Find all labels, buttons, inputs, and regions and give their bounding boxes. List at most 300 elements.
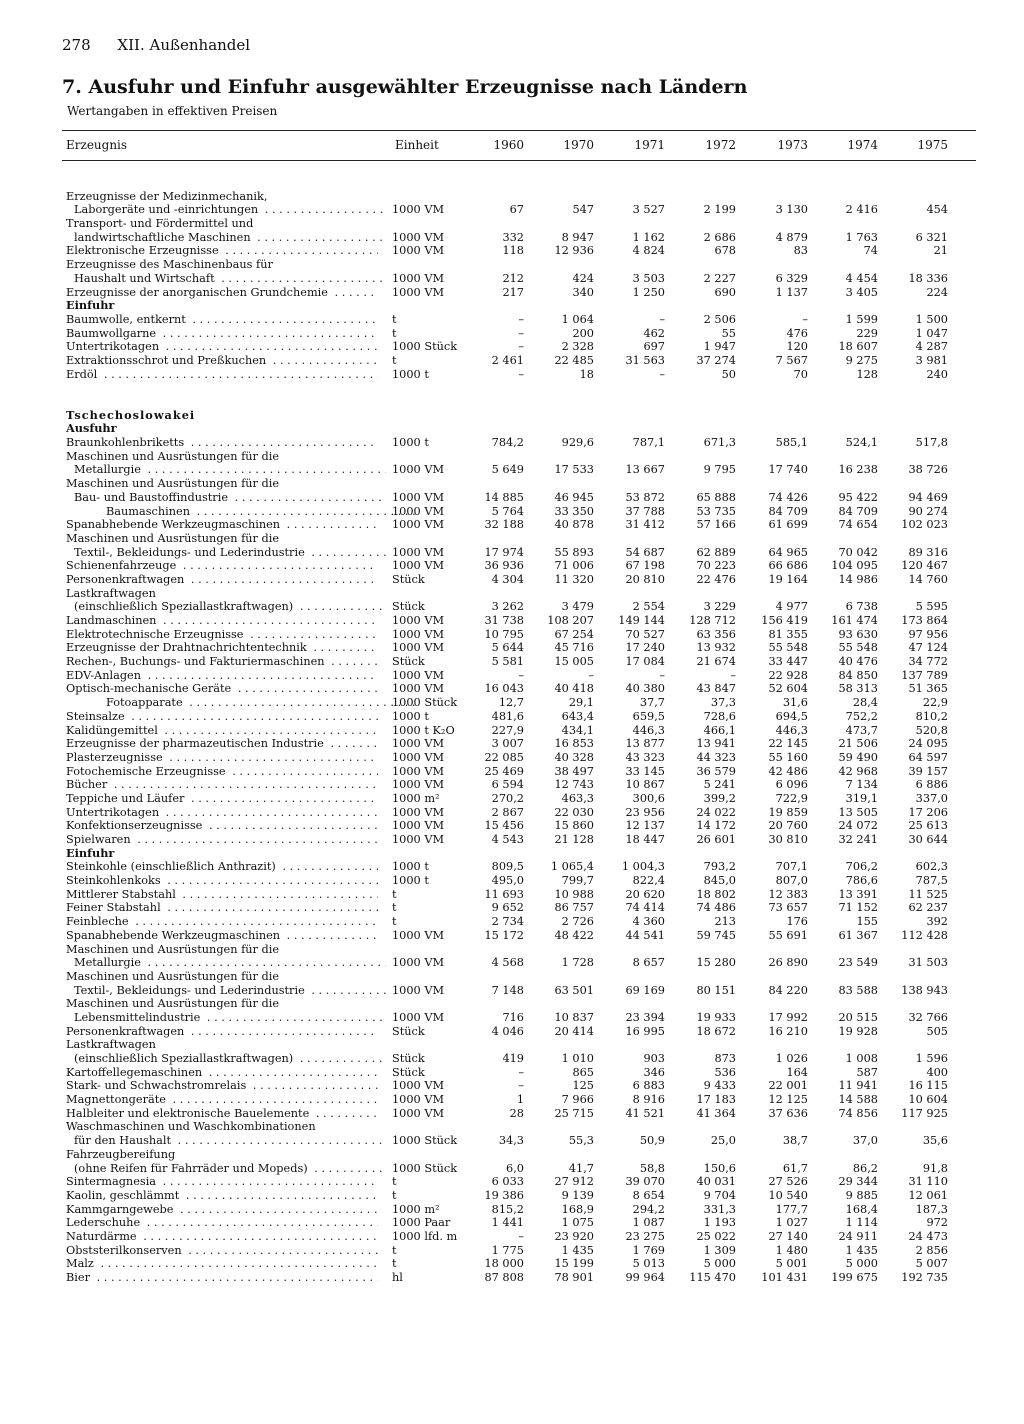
row-label [66,1216,378,1230]
value-cell: 31,6 [782,696,808,710]
top-rule [62,130,976,131]
page-header [62,36,250,54]
value-cell: 23 394 [625,1010,665,1024]
value-cell: 50,9 [639,1134,665,1148]
row-label [66,587,378,601]
value-cell: – [518,312,524,326]
value-cell: 55 691 [768,928,808,942]
value-cell: 34 772 [908,655,948,669]
value-cell: 17 240 [625,641,665,655]
value-cell: 2 416 [845,203,878,217]
column-header-year: 1972 [705,138,736,152]
value-cell: 150,6 [703,1161,736,1175]
unit-cell: 1000 Stück [392,1134,458,1148]
value-cell: 752,2 [845,709,878,723]
table-row [0,806,1024,820]
table-row [0,1011,1024,1025]
unit-cell: Stück [392,600,425,614]
value-cell: 520,8 [915,723,948,737]
table-row [0,1025,1024,1039]
table-row [0,1203,1024,1217]
value-cell: 21 674 [696,655,736,669]
table-row [0,491,1024,505]
value-cell: 2 199 [703,203,736,217]
value-cell: 722,9 [775,791,808,805]
value-cell: 1 010 [561,1052,594,1065]
row-label-text: Einfuhr [66,299,117,312]
value-cell: 1 435 [845,1243,878,1257]
value-cell: 8 654 [632,1188,665,1202]
row-label-text: Untertrikotagen [66,340,162,353]
row-label-text: Fotochemische Erzeugnisse [66,765,229,778]
value-cell: 90 274 [908,504,948,518]
value-cell: 2 856 [915,1243,948,1257]
value-cell: 37 636 [768,1106,808,1120]
value-cell: – [518,1065,524,1079]
value-cell: 481,6 [491,709,524,723]
value-cell: 63 501 [554,983,594,997]
unit-cell: 1000 t [392,860,429,874]
value-cell: 27 140 [768,1229,808,1243]
row-label [66,299,378,313]
value-cell: 30 810 [768,833,808,846]
value-cell: 24 072 [838,819,878,833]
value-cell: 28 [509,1106,524,1120]
value-cell: 7 567 [775,353,808,367]
value-cell: 38 497 [554,764,594,778]
table-row [0,286,1024,300]
data-table [0,176,1024,1285]
row-label [66,1162,386,1176]
value-cell: 6,0 [506,1161,524,1175]
value-cell: 346 [643,1065,665,1079]
row-label-text: Haushalt und Wirtschaft [74,272,218,285]
value-cell: 11 693 [484,887,524,901]
row-label-text: Untertrikotagen [66,806,162,819]
value-cell: 22 030 [554,805,594,819]
value-cell: 2 461 [491,353,524,367]
column-header-year: 1970 [563,138,594,152]
value-cell: 164 [786,1065,808,1079]
value-cell: 36 936 [484,559,524,573]
value-cell: 1 114 [845,1216,878,1230]
value-cell: 20 620 [625,887,665,901]
value-cell: 47 124 [908,641,948,655]
value-cell: 24 022 [696,805,736,819]
row-label-text: Maschinen und Ausrüstungen für die [66,943,282,956]
unit-cell: Stück [392,572,425,586]
value-cell: 20 810 [625,572,665,586]
row-label [66,710,378,724]
row-label [66,327,378,341]
value-cell: 14 986 [838,572,878,586]
row-label-text: Spanabhebende Werkzeugmaschinen [66,929,283,942]
value-cell: 35,6 [922,1134,948,1148]
value-cell: 40 328 [554,750,594,764]
row-label [66,1066,378,1080]
value-cell: 3 479 [561,600,594,614]
row-label-text: Maschinen und Ausrüstungen für die [66,450,282,463]
unit-cell: 1000 t [392,367,429,381]
value-cell: 176 [786,915,808,929]
value-cell: 707,1 [775,860,808,874]
value-cell: 5 001 [775,1257,808,1271]
value-cell: 8 916 [632,1093,665,1107]
row-label [66,641,378,655]
table-row [0,724,1024,738]
value-cell: 61 367 [838,928,878,942]
row-label-text: Spanabhebende Werkzeugmaschinen [66,518,283,531]
value-cell: 53 872 [625,490,665,504]
row-label [66,1257,378,1271]
row-label [66,518,378,532]
value-cell: – [518,340,524,354]
value-cell: 15 005 [554,655,594,669]
value-cell: 1 [516,1093,524,1107]
value-cell: 865 [572,1065,594,1079]
value-cell: 1 087 [632,1216,665,1230]
row-label [66,368,378,382]
value-cell: 70 042 [838,545,878,559]
row-label [66,956,386,970]
row-label [66,737,378,751]
row-label-text: Sintermagnesia [66,1175,159,1188]
row-label [66,244,378,258]
row-label [66,409,378,423]
value-cell: 89 316 [908,545,948,559]
value-cell: 120 [786,340,808,354]
unit-cell: t [392,326,397,340]
value-cell: 25 715 [554,1106,594,1120]
column-header-row [0,138,1024,158]
value-cell: 31 110 [908,1175,948,1189]
value-cell: 18 447 [625,833,665,846]
unit-cell: 1000 t [392,874,429,888]
value-cell: 27 912 [554,1175,594,1189]
column-header-year: 1960 [493,138,524,152]
table-row [0,231,1024,245]
row-label-text: Landmaschinen [66,614,159,627]
unit-cell: Stück [392,655,425,669]
value-cell: 18 336 [908,271,948,285]
row-label [66,1244,378,1258]
unit-cell: 1000 VM [392,682,445,696]
value-cell: 15 860 [554,819,594,833]
table-row [0,929,1024,943]
value-cell: 55 893 [554,545,594,559]
value-cell: 22 485 [554,353,594,367]
value-cell: 9 704 [703,1188,736,1202]
value-cell: 86 757 [554,901,594,915]
row-label-text: Spielwaren [66,833,134,846]
value-cell: 55 548 [838,641,878,655]
value-cell: 19 164 [768,572,808,586]
value-cell: 2 506 [703,312,736,326]
value-cell: 547 [572,203,594,217]
section-heading [0,847,1024,861]
table-row [0,600,1024,614]
value-cell: 40 031 [696,1175,736,1189]
unit-cell: 1000 VM [392,956,445,970]
spacer-row [0,395,1024,409]
value-cell: 18 [579,367,594,381]
value-cell: 462 [643,326,665,340]
unit-cell: 1000 Stück [392,696,458,710]
row-label-text: Erzeugnisse des Maschinenbaus für [66,258,276,271]
table-row [0,559,1024,573]
row-label [66,217,378,231]
unit-cell: Stück [392,1065,425,1079]
unit-cell: 1000 VM [392,668,445,682]
row-label-text: Stark- und Schwachstromrelais [66,1079,249,1092]
value-cell: 66 686 [768,559,808,573]
table-row [0,505,1024,519]
value-cell: – [659,367,665,381]
value-cell: 227,9 [491,723,524,737]
value-cell: 14 588 [838,1093,878,1107]
section-heading [0,299,1024,313]
table-row [0,327,1024,341]
row-label [66,682,378,696]
value-cell: 173 864 [901,614,948,627]
value-cell: 1 435 [561,1243,594,1257]
value-cell: 25,0 [710,1134,736,1148]
value-cell: 8 657 [632,956,665,970]
row-label-text: Erzeugnisse der anorganischen Grundchemie [66,286,331,299]
value-cell: 44 323 [696,750,736,764]
unit-cell: 1000 Stück [392,1161,458,1175]
value-cell: 99 964 [625,1271,665,1284]
row-label [66,696,418,710]
table-row [0,532,1024,546]
unit-cell: 1000 VM [392,285,445,299]
spacer-row [0,381,1024,395]
table-row [0,313,1024,327]
column-header-product: Erzeugnis [66,138,128,152]
value-cell: 15 172 [484,928,524,942]
unit-cell: 1000 VM [392,490,445,504]
value-cell: 240 [926,367,948,381]
value-cell: 1 075 [561,1216,594,1230]
row-label-text: Baumaschinen [106,505,193,518]
value-cell: 270,2 [491,791,524,805]
value-cell: 1 008 [845,1052,878,1065]
value-cell: 787,1 [632,436,665,450]
value-cell: 17 974 [484,545,524,559]
value-cell: 14 760 [908,572,948,586]
table-row [0,1038,1024,1052]
value-cell: 17 992 [768,1010,808,1024]
unit-cell: t [392,1257,397,1271]
value-cell: 1 047 [915,326,948,340]
row-label [66,819,378,833]
value-cell: 12,7 [498,696,524,710]
value-cell: 1 728 [561,956,594,970]
unit-cell: t [392,353,397,367]
table-row [0,874,1024,888]
value-cell: 25 469 [484,764,524,778]
row-label [66,724,378,738]
row-label-text: Baumwollgarne [66,327,159,340]
chapter-title: XII. Außenhandel [117,36,251,54]
value-cell: 74 [863,244,878,258]
row-label-text: Schienenfahrzeuge [66,559,179,572]
value-cell: 120 467 [901,559,948,573]
value-cell: 22 928 [768,668,808,682]
value-cell: 587 [856,1065,878,1079]
row-label-text: (einschließlich Speziallastkraftwagen) [74,1052,296,1065]
value-cell: 15 456 [484,819,524,833]
value-cell: 807,0 [775,874,808,888]
value-cell: 1 026 [775,1052,808,1065]
value-cell: 45 716 [554,641,594,655]
unit-cell: Stück [392,1024,425,1038]
value-cell: 4 304 [491,572,524,586]
value-cell: 65 888 [696,490,736,504]
row-label [66,532,378,546]
value-cell: 61,7 [782,1161,808,1175]
value-cell: 1 309 [703,1243,736,1257]
value-cell: 1 480 [775,1243,808,1257]
value-cell: 1 162 [632,230,665,244]
value-cell: 424 [572,271,594,285]
value-cell: 6 329 [775,271,808,285]
value-cell: 473,7 [845,723,878,737]
row-label-text: Konfektionserzeugnisse [66,819,205,832]
row-label-text: Malz [66,1257,97,1270]
value-cell: 399,2 [703,791,736,805]
value-cell: 454 [926,203,948,217]
row-label [66,272,386,286]
table-row [0,217,1024,231]
value-cell: 1 599 [845,312,878,326]
row-label [66,1052,386,1066]
value-cell: 5 649 [491,463,524,477]
value-cell: 23 275 [625,1229,665,1243]
unit-cell: 1000 VM [392,203,445,217]
column-header-year: 1973 [777,138,808,152]
table-row [0,436,1024,450]
value-cell: 104 095 [831,559,878,573]
value-cell: 155 [856,915,878,929]
value-cell: 332 [502,230,524,244]
table-row [0,669,1024,683]
row-label-text: Kalidüngemittel [66,724,161,737]
value-cell: 6 033 [491,1175,524,1189]
value-cell: 80 151 [696,983,736,997]
value-cell: 319,1 [845,791,878,805]
unit-cell: 1000 VM [392,833,445,846]
value-cell: 69 169 [625,983,665,997]
table-row [0,614,1024,628]
row-label [66,655,378,669]
value-cell: – [659,312,665,326]
value-cell: 7 966 [561,1093,594,1107]
value-cell: 17 183 [696,1093,736,1107]
row-label-text: Elektrotechnische Erzeugnisse [66,628,247,641]
value-cell: – [730,668,736,682]
value-cell: 156 419 [761,614,808,627]
value-cell: 2 554 [632,600,665,614]
row-label-text: (ohne Reifen für Fahrräder und Mopeds) [74,1162,311,1175]
unit-cell: 1000 VM [392,983,445,997]
table-row [0,751,1024,765]
row-label [66,778,378,792]
table-row [0,258,1024,272]
row-label-text: Plasterzeugnisse [66,751,166,764]
value-cell: 199 675 [831,1271,878,1284]
unit-cell: t [392,312,397,326]
value-cell: 117 925 [901,1106,948,1120]
row-label [66,1025,378,1039]
row-label-text: Ausfuhr [66,422,120,435]
value-cell: 873 [714,1052,736,1065]
value-cell: 42 968 [838,764,878,778]
value-cell: 138 943 [901,983,948,997]
table-row [0,833,1024,847]
value-cell: 95 422 [838,490,878,504]
value-cell: 55,3 [568,1134,594,1148]
value-cell: – [588,668,594,682]
value-cell: 11 941 [838,1079,878,1093]
row-label [66,436,378,450]
value-cell: 112 428 [901,928,948,942]
table-row [0,450,1024,464]
value-cell: – [518,668,524,682]
unit-cell: 1000 VM [392,1106,445,1120]
value-cell: 97 956 [908,627,948,641]
value-cell: 19 933 [696,1010,736,1024]
value-cell: 23 920 [554,1229,594,1243]
value-cell: 9 885 [845,1188,878,1202]
unit-cell: 1000 VM [392,641,445,655]
value-cell: 13 941 [696,737,736,751]
value-cell: 54 687 [625,545,665,559]
row-label-text: Kammgarngewebe [66,1203,176,1216]
table-row [0,1134,1024,1148]
value-cell: 17 206 [908,805,948,819]
row-label [66,463,386,477]
value-cell: 64 597 [908,750,948,764]
table-row [0,203,1024,217]
value-cell: 4 360 [632,915,665,929]
row-label-text: Kaolin, geschlämmt [66,1189,182,1202]
value-cell: 466,1 [703,723,736,737]
table-row [0,1079,1024,1093]
row-label [66,792,378,806]
value-cell: 5 000 [703,1257,736,1271]
row-label [66,573,378,587]
value-cell: 2 867 [491,805,524,819]
row-label-text: Halbleiter und elektronische Bauelemente [66,1107,312,1120]
value-cell: 48 422 [554,928,594,942]
value-cell: 5 013 [632,1257,665,1271]
value-cell: 37,0 [852,1134,878,1148]
value-cell: 10 988 [554,887,594,901]
value-cell: 81 355 [768,627,808,641]
value-cell: 706,2 [845,860,878,874]
table-row [0,888,1024,902]
value-cell: 91,8 [922,1161,948,1175]
value-cell: 36 579 [696,764,736,778]
value-cell: 809,5 [491,860,524,874]
table-row [0,641,1024,655]
row-label [66,203,386,217]
row-label [66,1079,378,1093]
row-label [66,1230,378,1244]
value-cell: 524,1 [845,436,878,450]
value-cell: 6 594 [491,778,524,792]
